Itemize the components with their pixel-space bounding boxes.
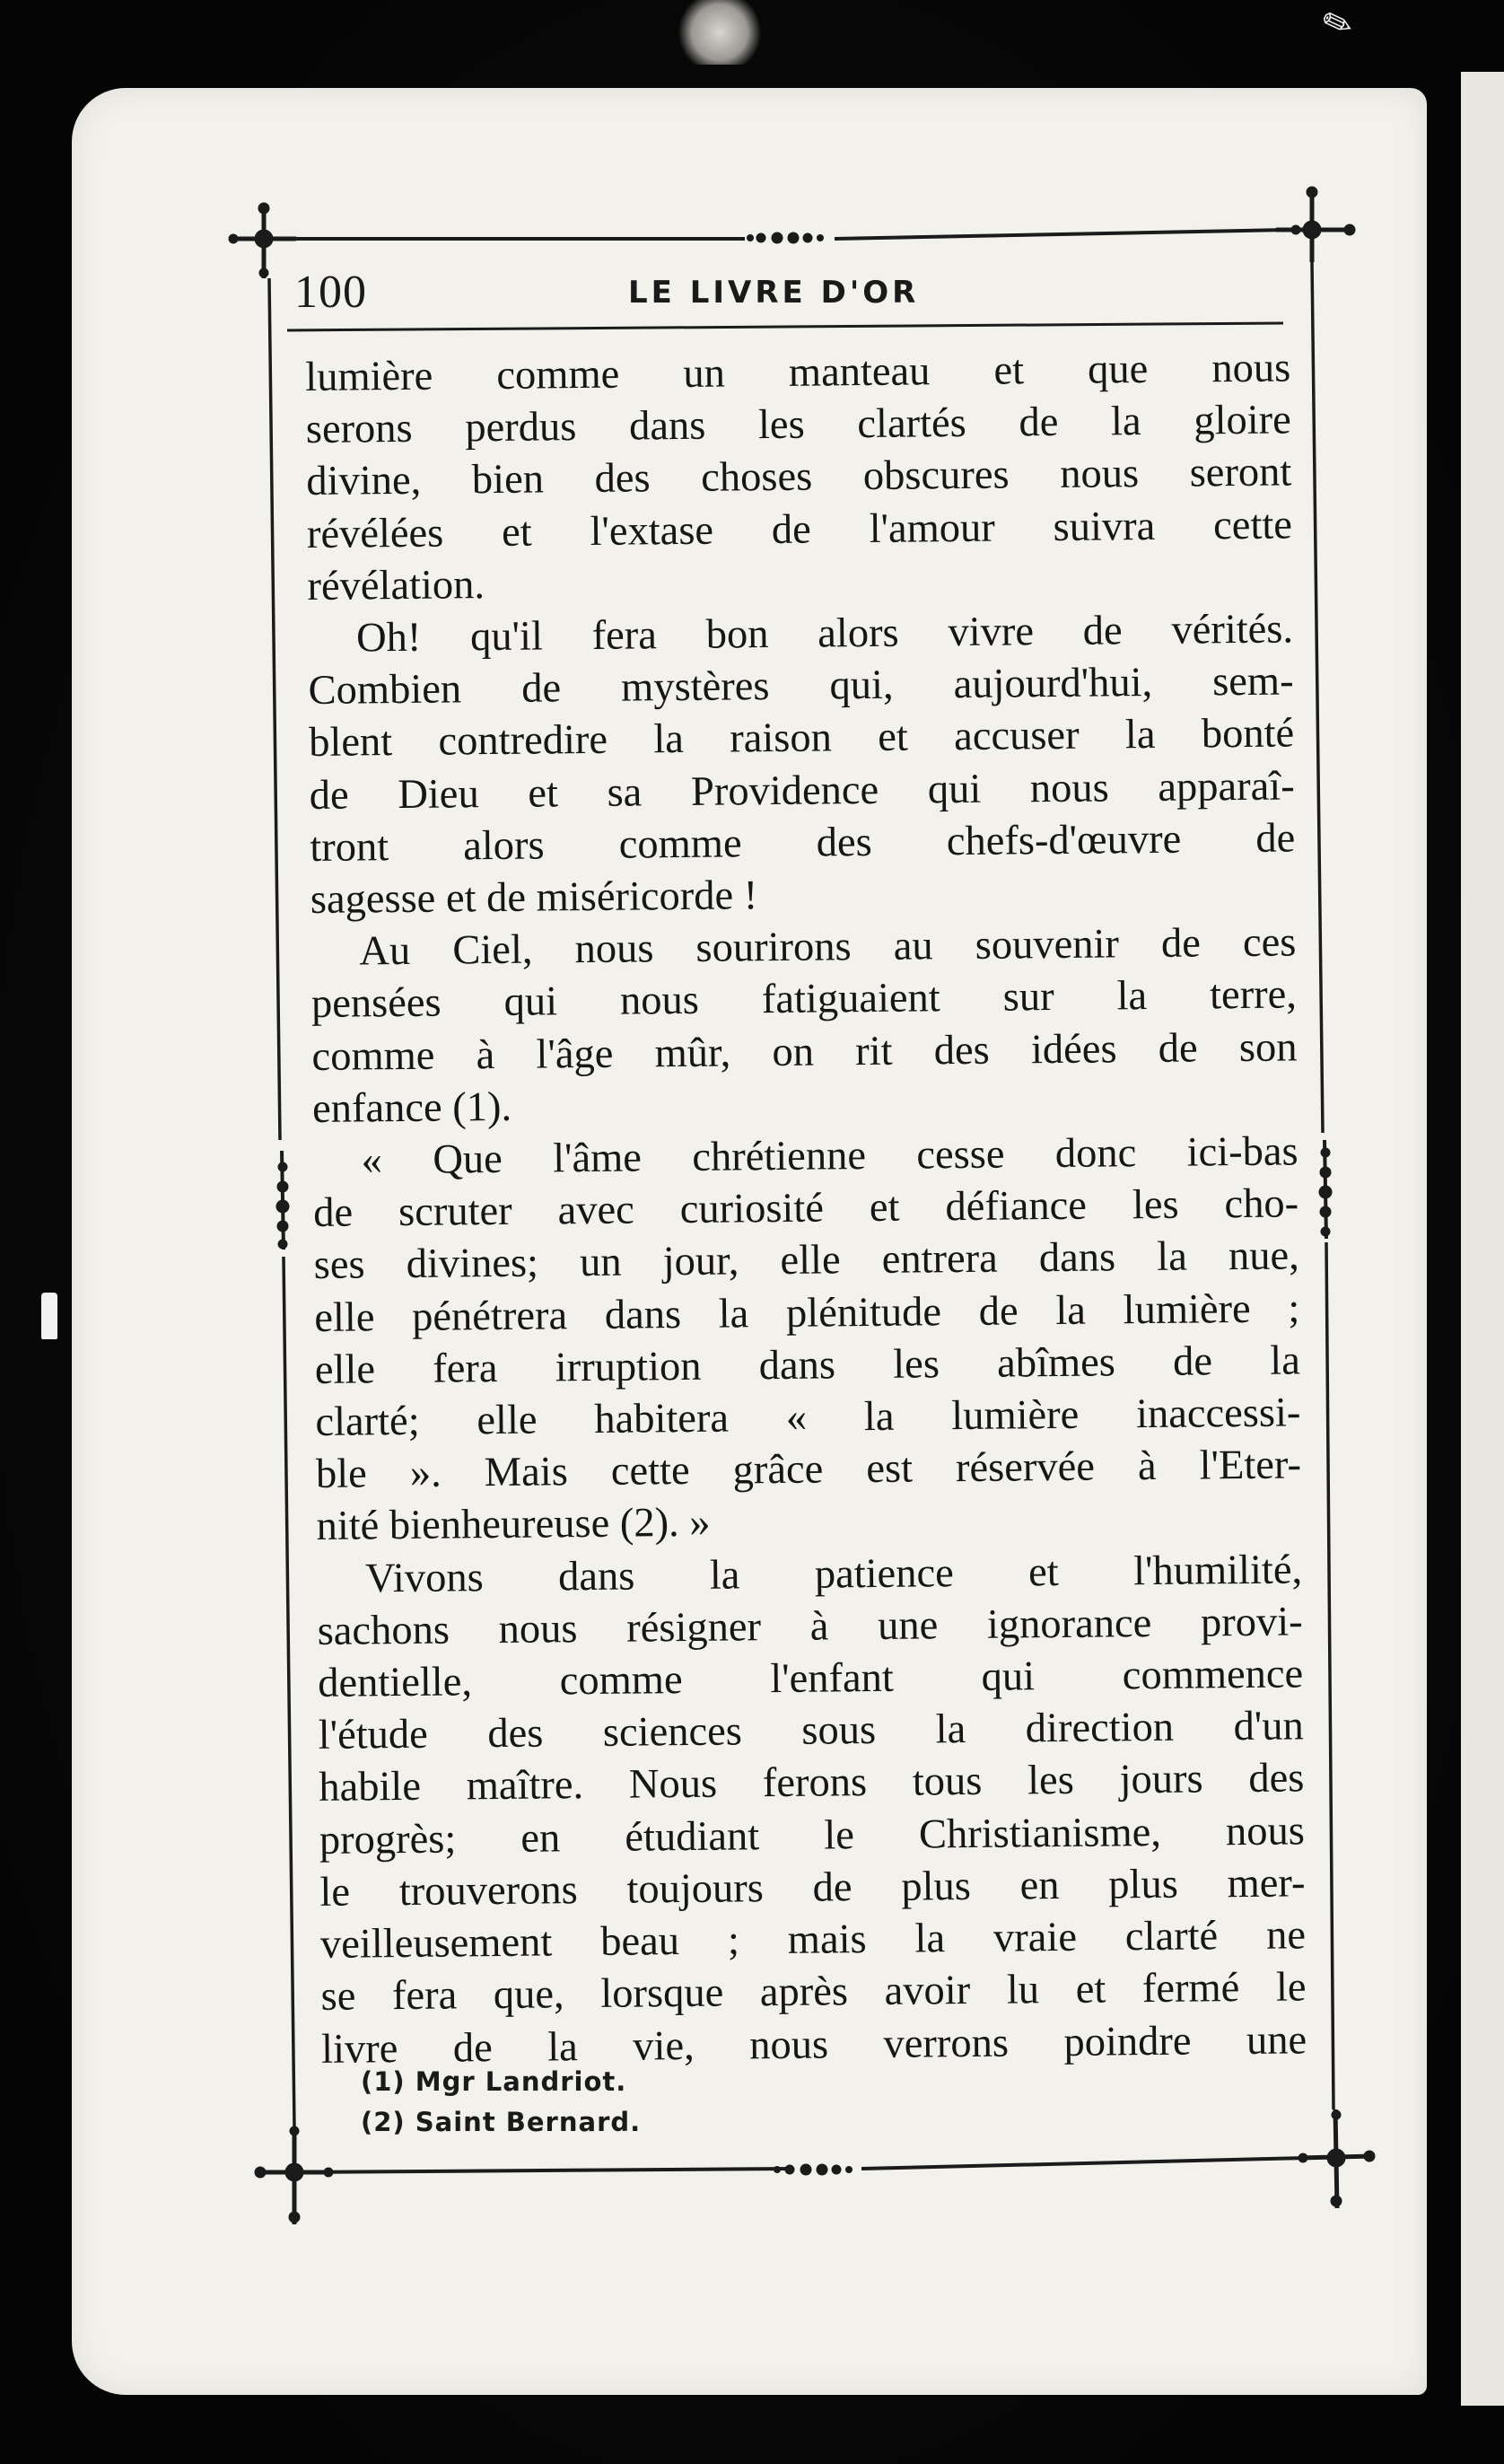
footnote: (1) Mgr Landriot. (361, 2066, 627, 2097)
film-corner-mark: ✎ (1316, 0, 1360, 49)
text-line: habile maître. Nous ferons tous les jours des (319, 1755, 1305, 1811)
text-line: révélation. (307, 561, 485, 609)
footnote: (2) Saint Bernard. (361, 2107, 642, 2137)
text-line: tront alors comme des chefs-d'œuvre de (310, 815, 1296, 871)
text-line: le trouverons toujours de plus en plus mer- (319, 1860, 1306, 1916)
text-line: enfance (1). (311, 1083, 512, 1132)
text-line: se fera que, lorsque après avoir lu et fermé le (320, 1964, 1307, 2021)
running-title: LE LIVRE D'OR (628, 275, 920, 311)
text-line: Au Ciel, nous sourirons au souvenir de ces (359, 919, 1297, 975)
text-line: « Que l'âme chrétienne cesse donc ici-bas (361, 1128, 1299, 1184)
page-number: 100 (294, 267, 367, 318)
text-line: Vivons dans la patience et l'humilité, (364, 1547, 1303, 1602)
text-line: comme à l'âge mûr, on rit des idées de son (311, 1024, 1298, 1080)
text-line: serons perdus dans les clartés de la gloire (305, 397, 1292, 453)
text-line: sachons nous résigner à une ignorance provi- (317, 1599, 1303, 1654)
film-smudge (675, 0, 765, 65)
footnotes (361, 2062, 641, 2143)
paragraph (310, 917, 1298, 1136)
text-line: progrès; en étudiant le Christianisme, nous (319, 1808, 1306, 1863)
body-text (305, 342, 1307, 2075)
text-line: pensées qui nous fatiguaient sur la terre, (310, 971, 1298, 1028)
text-line: l'étude des sciences sous la direction d'un (318, 1703, 1304, 1759)
adjacent-page-edge (1461, 72, 1504, 2406)
text-line: de Dieu et sa Providence qui nous apparaî- (309, 763, 1295, 819)
paragraph (317, 1544, 1307, 2076)
text-line: lumière comme un manteau et que nous (305, 345, 1291, 400)
text-line: clarté; elle habitera « la lumière inaccessi- (315, 1390, 1301, 1446)
text-line: sagesse et de miséricorde ! (310, 872, 758, 924)
text-line: nité bienheureuse (2). » (316, 1500, 711, 1550)
film-side-mark (41, 1293, 57, 1339)
paragraph (312, 1126, 1301, 1553)
paragraph (305, 342, 1293, 613)
text-line: Oh! qu'il fera bon alors vivre de vérités. (355, 606, 1294, 662)
text-line: de scruter avec curiosité et défiance les cho- (312, 1180, 1299, 1237)
paragraph (308, 603, 1296, 926)
text-line: ses divines; un jour, elle entrera dans la nue, (313, 1232, 1299, 1289)
text-line: Combien de mystères qui, aujourd'hui, sem- (308, 658, 1294, 715)
text-line: blent contredire la raison et accuser la bonté (308, 710, 1295, 767)
text-line: divine, bien des choses obscures nous seront (306, 449, 1292, 505)
text-line: révélées et l'extase de l'amour suivra cette (306, 502, 1293, 557)
text-line: dentielle, comme l'enfant qui commence (317, 1651, 1304, 1707)
text-line: veilleusement beau ; mais la vraie clarté ne (319, 1912, 1307, 1969)
text-line: elle pénétrera dans la plénitude de la lumière ; (314, 1285, 1300, 1341)
text-line: ble ». Mais cette grâce est réservée à l'Eter- (315, 1442, 1302, 1498)
text-line: elle fera irruption dans les abîmes de la (314, 1337, 1301, 1393)
text-line: livre de la vie, nous verrons poindre une (320, 2016, 1307, 2073)
